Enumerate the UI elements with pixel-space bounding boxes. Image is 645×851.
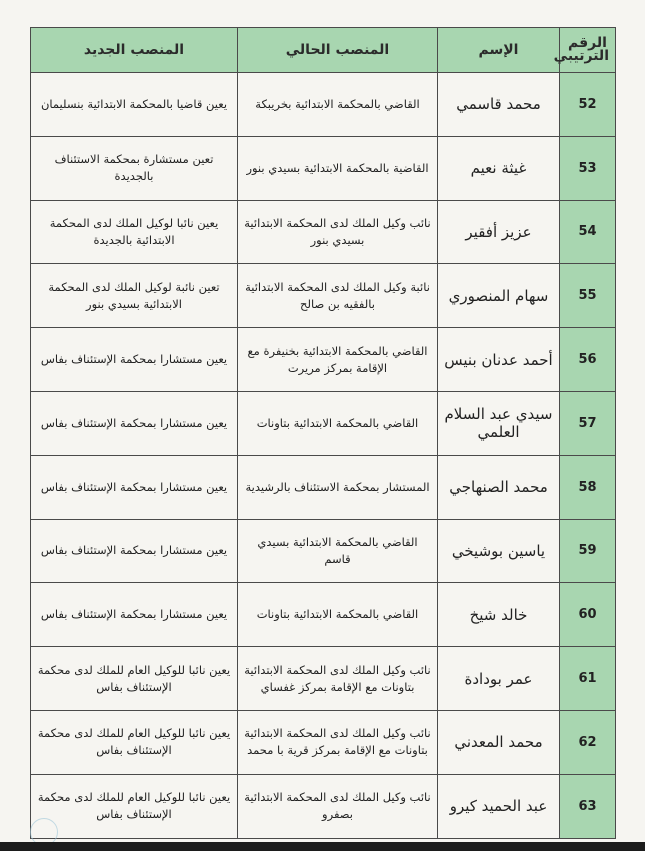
table-row [31, 264, 616, 328]
current-position-cell: نائب وكيل الملك لدى المحكمة الابتدائية بسيدي بنور [238, 200, 438, 264]
header-name: الإسم [438, 28, 560, 73]
new-position-cell: يعين نائبا للوكيل العام للملك لدى محكمة الإستئناف بفاس [31, 647, 238, 711]
new-position-cell: يعين مستشارا بمحكمة الإستئناف بفاس [31, 455, 238, 519]
current-position-cell: القاضي بالمحكمة الابتدائية بسيدي قاسم [238, 519, 438, 583]
current-position-cell: القاضي بالمحكمة الابتدائية بتاونات [238, 583, 438, 647]
current-position-cell: نائبة وكيل الملك لدى المحكمة الابتدائية بالفقيه بن صالح [238, 264, 438, 328]
table-row [31, 73, 616, 137]
new-position-cell: يعين مستشارا بمحكمة الإستئناف بفاس [31, 519, 238, 583]
new-position-cell: تعين مستشارة بمحكمة الاستئناف بالجديدة [31, 136, 238, 200]
new-position-cell: يعين قاضيا بالمحكمة الابتدائية بنسليمان [31, 73, 238, 137]
new-position-cell: يعين نائبا للوكيل العام للملك لدى محكمة الإستئناف بفاس [31, 774, 238, 838]
rank-cell: 63 [560, 774, 616, 838]
new-position-cell: يعين نائبا للوكيل العام للملك لدى محكمة الإستئناف بفاس [31, 710, 238, 774]
name-cell: خالد شيخ [438, 583, 560, 647]
header-row [31, 28, 616, 73]
rank-cell: 56 [560, 328, 616, 392]
name-cell: أحمد عدنان بنيس [438, 328, 560, 392]
current-position-cell: نائب وكيل الملك لدى المحكمة الابتدائية بتاونات مع الإقامة بمركز غفساي [238, 647, 438, 711]
header-current-position: المنصب الحالي [238, 28, 438, 73]
current-position-cell: القاضي بالمحكمة الابتدائية بخنيفرة مع الإقامة بمركز مريرت [238, 328, 438, 392]
rank-cell: 53 [560, 136, 616, 200]
current-position-cell: القاضي بالمحكمة الابتدائية بخريبكة [238, 73, 438, 137]
rank-cell: 57 [560, 391, 616, 455]
current-position-cell: نائب وكيل الملك لدى المحكمة الابتدائية بتاونات مع الإقامة بمركز قرية با محمد [238, 710, 438, 774]
table-row [31, 583, 616, 647]
new-position-cell: يعين نائبا لوكيل الملك لدى المحكمة الابتدائية بالجديدة [31, 200, 238, 264]
rank-cell: 58 [560, 455, 616, 519]
rank-cell: 60 [560, 583, 616, 647]
table-row [31, 774, 616, 838]
table-row [31, 200, 616, 264]
appointments-table [30, 27, 616, 839]
rank-cell: 54 [560, 200, 616, 264]
name-cell: محمد الصنهاجي [438, 455, 560, 519]
new-position-cell: يعين مستشارا بمحكمة الإستئناف بفاس [31, 328, 238, 392]
table-row [31, 136, 616, 200]
table-row [31, 647, 616, 711]
scan-edge [0, 842, 645, 851]
rank-cell: 59 [560, 519, 616, 583]
new-position-cell: يعين مستشارا بمحكمة الإستئناف بفاس [31, 391, 238, 455]
current-position-cell: المستشار بمحكمة الاستئناف بالرشيدية [238, 455, 438, 519]
name-cell: سهام المنصوري [438, 264, 560, 328]
rank-cell: 62 [560, 710, 616, 774]
table-row [31, 710, 616, 774]
header-rank: الرقم الترتيبي [560, 28, 616, 73]
table-row [31, 391, 616, 455]
new-position-cell: يعين مستشارا بمحكمة الإستئناف بفاس [31, 583, 238, 647]
current-position-cell: نائب وكيل الملك لدى المحكمة الابتدائية بصفرو [238, 774, 438, 838]
table-row [31, 519, 616, 583]
current-position-cell: القاضية بالمحكمة الابتدائية بسيدي بنور [238, 136, 438, 200]
name-cell: سيدي عبد السلام العلمي [438, 391, 560, 455]
name-cell: عبد الحميد كيرو [438, 774, 560, 838]
name-cell: عمر بودادة [438, 647, 560, 711]
name-cell: ياسين بوشيخي [438, 519, 560, 583]
name-cell: غيثة نعيم [438, 136, 560, 200]
table-row [31, 455, 616, 519]
rank-cell: 52 [560, 73, 616, 137]
rank-cell: 55 [560, 264, 616, 328]
name-cell: محمد قاسمي [438, 73, 560, 137]
header-new-position: المنصب الجديد [31, 28, 238, 73]
rank-cell: 61 [560, 647, 616, 711]
table-row [31, 328, 616, 392]
current-position-cell: القاضي بالمحكمة الابتدائية بتاونات [238, 391, 438, 455]
name-cell: محمد المعدني [438, 710, 560, 774]
name-cell: عزيز أفقير [438, 200, 560, 264]
new-position-cell: تعين نائبة لوكيل الملك لدى المحكمة الابتدائية بسيدي بنور [31, 264, 238, 328]
